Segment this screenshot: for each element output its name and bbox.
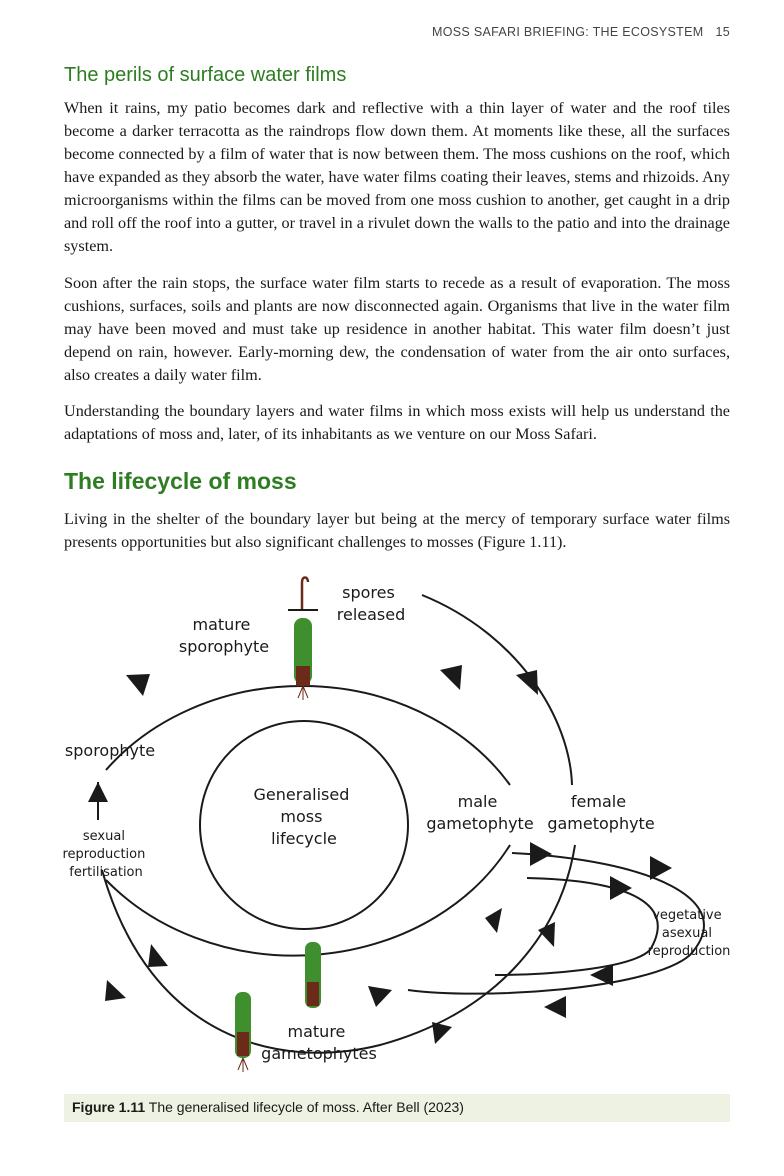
arrowhead <box>544 996 566 1018</box>
arrowhead <box>126 674 150 696</box>
running-head <box>432 25 730 39</box>
label-line: gametophytes <box>261 1044 377 1063</box>
moss-stem <box>237 1032 249 1056</box>
spores-released-label <box>337 583 406 624</box>
label-line: asexual <box>661 926 712 941</box>
vegetative-label <box>648 908 731 959</box>
section-heading-lifecycle: The lifecycle of moss <box>64 468 297 494</box>
figure-caption <box>64 1094 730 1122</box>
paragraph: Understanding the boundary layers and water films in which moss exists will help us understand the adaptations of moss and, later, of its inhabitants as we venture on our Moss Safari. <box>64 402 730 443</box>
inner-cycle-arc-top <box>106 686 510 785</box>
arrowhead <box>610 876 632 900</box>
mature-gametophytes-label <box>261 1022 377 1063</box>
running-title: MOSS SAFARI BRIEFING: THE ECOSYSTEM <box>432 25 704 39</box>
paragraph: When it rains, my patio becomes dark and reflective with a thin layer of water and the roof tiles become a darker terracotta as the raindrops flow down them. At moments like these, all the surfaces become connected by a film of water that is now between them. The moss cushions on the roof, which have expanded as they absorb the water, have water films coating their leaves, stems and rhizoids. Any microorganisms within the films can be moved from one moss cushion to another, get caught in a drip and roll off the roof into a gutter, or travel in a rivulet down the walls to the patio and into the drainage system. <box>64 99 730 255</box>
paragraph: Living in the shelter of the boundary layer but being at the mercy of temporary surface water films presents opportunities but also significant challenges to mosses (Figure 1.11). <box>64 510 730 551</box>
sporophyte-label: sporophyte <box>64 741 156 760</box>
label-line: sexual <box>82 829 125 844</box>
label-line: mature <box>287 1022 346 1041</box>
label-line: sporophyte <box>178 637 270 656</box>
moss-stem <box>296 666 310 686</box>
arrowhead <box>105 980 126 1001</box>
label-line: released <box>336 605 406 624</box>
arrowhead <box>432 1022 452 1044</box>
label-line: spores <box>342 583 395 602</box>
label-line: fertilisation <box>69 865 143 880</box>
mature-sporophyte-label <box>179 615 269 656</box>
section-heading-water-films: The perils of surface water films <box>64 64 347 86</box>
sporophyte-capsule <box>302 578 308 611</box>
arrowhead <box>485 908 502 933</box>
label-line: reproduction <box>62 847 146 862</box>
label-line: mature <box>192 615 251 634</box>
arrowhead <box>88 782 108 802</box>
center-label-line: lifecycle <box>271 829 337 848</box>
paragraph: Soon after the rain stops, the surface water film starts to recede as a result of evaporation. The moss cushions, surfaces, soils and plants are now disconnected again. Organisms that live in the water film may have been moved and must take up residence in another habitat. This water film doesn’t just depend on rain, however. Early-morning dew, the condensation of water from the air onto surfaces, also creates a daily water film. <box>64 274 730 384</box>
arrowhead <box>440 665 462 690</box>
label-line: gametophyte <box>426 814 534 833</box>
arrowhead <box>368 986 392 1007</box>
label-line: gametophyte <box>547 814 655 833</box>
label-line: male <box>457 792 498 811</box>
vegetative-loop-inner <box>495 878 658 975</box>
inner-cycle-arc-bottom <box>106 845 510 956</box>
label-line: reproduction <box>647 944 731 959</box>
moss-sporophyte-illustration <box>288 578 318 701</box>
label-line: female <box>570 792 627 811</box>
arrowhead <box>148 944 168 967</box>
female-gametophyte-label <box>547 792 654 833</box>
moss-rhizoids <box>298 686 308 700</box>
moss-stem <box>307 982 319 1006</box>
figure-number: Figure 1.11 <box>72 1099 146 1115</box>
arrowhead <box>516 670 538 695</box>
page-number: 15 <box>715 25 730 39</box>
arrowhead <box>650 856 672 880</box>
lifecycle-diagram-svg <box>40 570 740 1090</box>
center-label-line: moss <box>280 807 323 826</box>
arrowhead <box>530 842 552 866</box>
male-gametophyte-label <box>426 792 533 833</box>
moss-rhizoids <box>238 1058 248 1072</box>
label-line: vegetative <box>652 908 722 923</box>
fertilisation-label <box>62 829 149 880</box>
outer-cycle-arc-top <box>422 595 572 785</box>
center-label <box>254 785 355 848</box>
lifecycle-diagram <box>40 570 740 1090</box>
figure-caption-text: The generalised lifecycle of moss. After Bell (2023) <box>145 1099 464 1115</box>
center-label-line: Generalised <box>253 785 350 804</box>
